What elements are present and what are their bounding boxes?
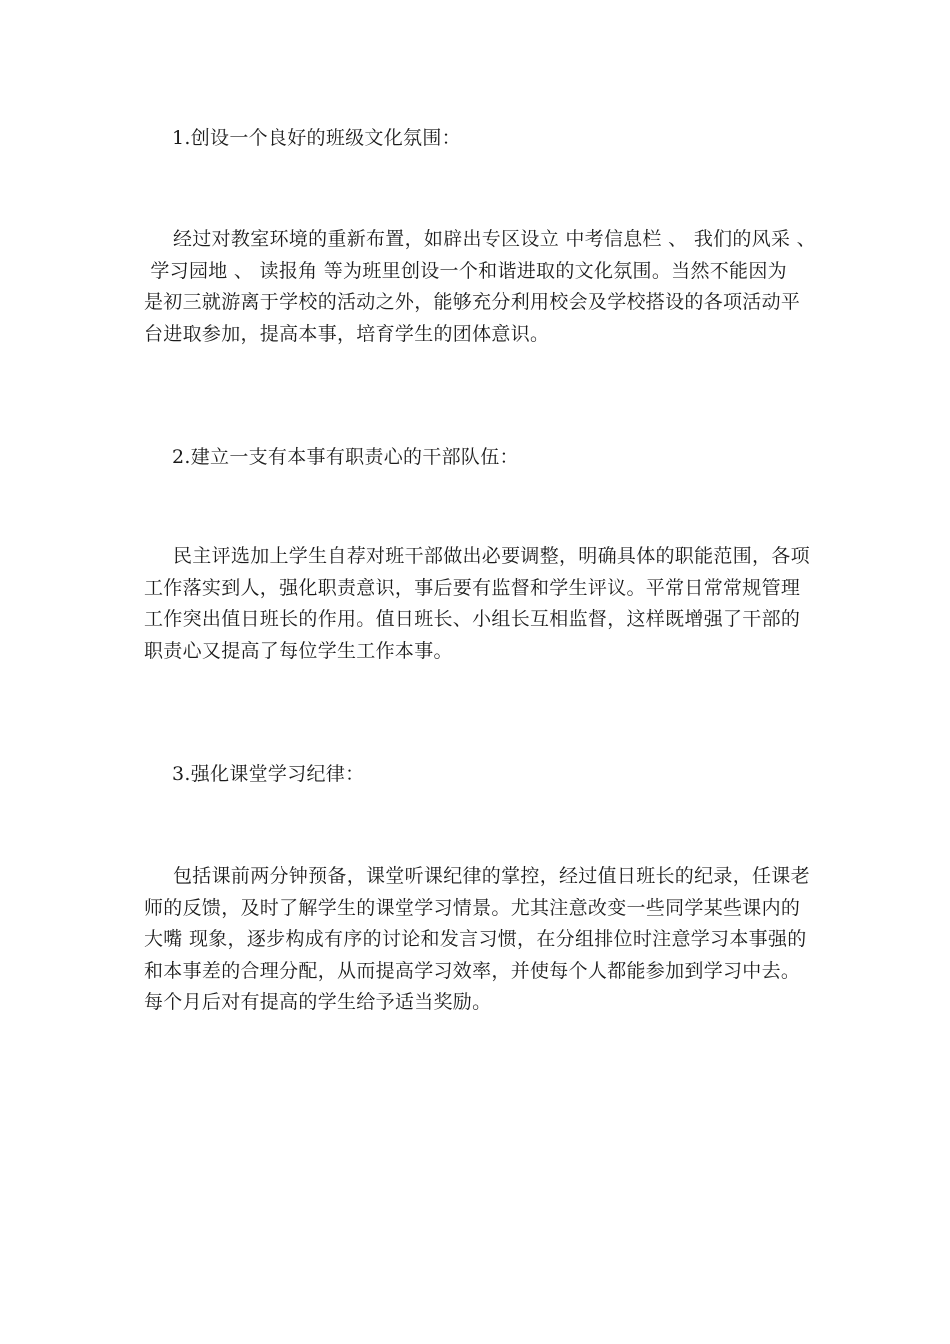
paragraph-line: 和本事差的合理分配，从而提高学习效率，并使每个人都能参加到学习中去。 — [144, 959, 801, 982]
paragraph-line: 是初三就游离于学校的活动之外，能够充分利用校会及学校搭设的各项活动平 — [144, 291, 801, 313]
paragraph-line: 工作落实到人，强化职责意识，事后要有监督和学生评议。平常日常常规管理 — [144, 576, 801, 599]
paragraph-line: 经过对教室环境的重新布置，如辟出专区设立 中考信息栏 、 我们的风采 、 — [173, 228, 816, 250]
paragraph-line: 师的反馈，及时了解学生的课堂学习情景。尤其注意改变一些同学某些课内的 — [144, 896, 801, 919]
section-paragraph-1 — [144, 224, 824, 350]
paragraph-line: 民主评选加上学生自荐对班干部做出必要调整，明确具体的职能范围，各项 — [173, 545, 810, 567]
paragraph-line: 职责心又提高了每位学生工作本事。 — [144, 639, 453, 662]
paragraph-line: 工作突出值日班长的作用。值日班长、小组长互相监督，这样既增强了干部的 — [144, 608, 801, 630]
section-heading-2: 2.建立一支有本事有职责心的干部队伍： — [172, 446, 519, 468]
paragraph-line: 学习园地 、 读报角 等为班里创设一个和谐进取的文化氛围。当然不能因为 — [144, 259, 787, 282]
paragraph-line: 每个月后对有提高的学生给予适当奖励。 — [144, 991, 492, 1013]
section-heading-3: 3.强化课堂学习纪律： — [172, 763, 365, 785]
paragraph-line: 包括课前两分钟预备，课堂听课纪律的掌控，经过值日班长的纪录，任课老 — [173, 865, 810, 887]
paragraph-line: 大嘴 现象，逐步构成有序的讨论和发言习惯，在分组排位时注意学习本事强的 — [144, 928, 807, 950]
section-paragraph-2 — [144, 541, 824, 667]
paragraph-line: 台进取参加，提高本事，培育学生的团体意识。 — [144, 322, 550, 345]
section-heading-1: 1.创设一个良好的班级文化氛围： — [172, 127, 461, 149]
section-paragraph-3 — [144, 861, 824, 1019]
